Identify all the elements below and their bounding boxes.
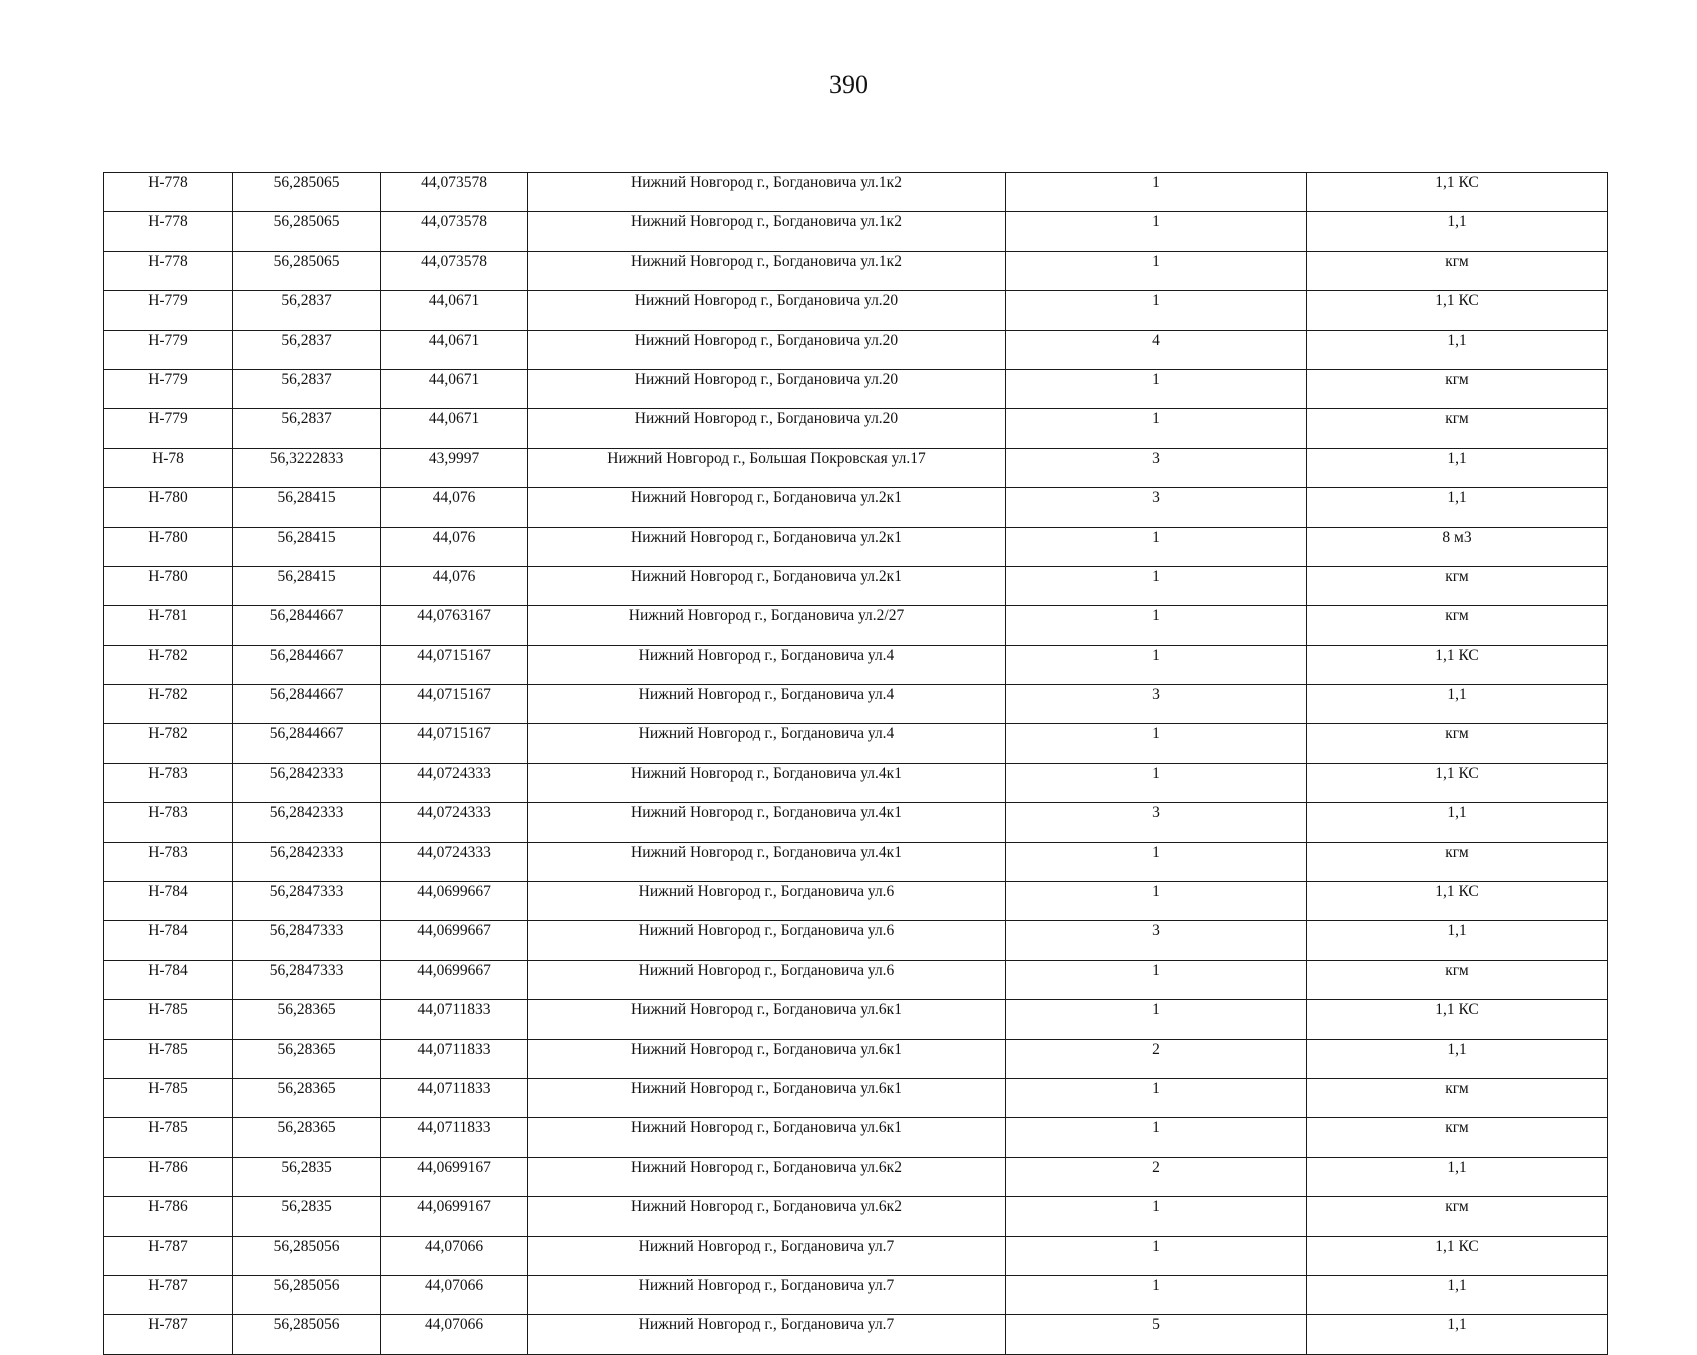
cell-longitude: 44,0711833	[381, 1039, 528, 1078]
cell-longitude: 44,0724333	[381, 803, 528, 842]
cell-longitude: 44,0711833	[381, 1078, 528, 1117]
table-row	[104, 1197, 1608, 1236]
cell-id: Н-783	[104, 842, 233, 881]
cell-volume: 1,1	[1307, 448, 1608, 487]
table-row	[104, 882, 1608, 921]
cell-address: Нижний Новгород г., Богдановича ул.4	[528, 645, 1006, 684]
cell-latitude: 56,2847333	[233, 960, 381, 999]
table-row	[104, 803, 1608, 842]
cell-latitude: 56,28415	[233, 566, 381, 605]
cell-longitude: 44,0671	[381, 291, 528, 330]
cell-longitude: 44,0671	[381, 369, 528, 408]
cell-address: Нижний Новгород г., Богдановича ул.6к2	[528, 1157, 1006, 1196]
cell-quantity: 1	[1006, 173, 1307, 212]
cell-latitude: 56,2847333	[233, 882, 381, 921]
cell-id: Н-785	[104, 1039, 233, 1078]
cell-latitude: 56,28415	[233, 527, 381, 566]
cell-id: Н-785	[104, 1000, 233, 1039]
cell-id: Н-779	[104, 369, 233, 408]
cell-id: Н-784	[104, 960, 233, 999]
cell-address: Нижний Новгород г., Богдановича ул.2к1	[528, 527, 1006, 566]
cell-longitude: 44,0724333	[381, 763, 528, 802]
cell-longitude: 44,073578	[381, 173, 528, 212]
table-row	[104, 369, 1608, 408]
cell-quantity: 1	[1006, 960, 1307, 999]
cell-quantity: 1	[1006, 763, 1307, 802]
cell-volume: кгм	[1307, 606, 1608, 645]
cell-quantity: 1	[1006, 1236, 1307, 1275]
cell-id: Н-787	[104, 1275, 233, 1314]
cell-longitude: 44,073578	[381, 212, 528, 251]
cell-latitude: 56,2842333	[233, 842, 381, 881]
table-row	[104, 566, 1608, 605]
cell-longitude: 44,0699167	[381, 1157, 528, 1196]
cell-volume: кгм	[1307, 724, 1608, 763]
cell-id: Н-779	[104, 330, 233, 369]
table-row	[104, 1118, 1608, 1157]
cell-quantity: 1	[1006, 842, 1307, 881]
cell-latitude: 56,28365	[233, 1000, 381, 1039]
cell-volume: 1,1 КС	[1307, 173, 1608, 212]
cell-longitude: 44,076	[381, 566, 528, 605]
cell-longitude: 44,0711833	[381, 1000, 528, 1039]
cell-id: Н-78	[104, 448, 233, 487]
cell-quantity: 5	[1006, 1315, 1307, 1354]
cell-id: Н-778	[104, 173, 233, 212]
cell-latitude: 56,2844667	[233, 645, 381, 684]
cell-volume: 1,1	[1307, 1157, 1608, 1196]
cell-quantity: 3	[1006, 488, 1307, 527]
cell-longitude: 44,0724333	[381, 842, 528, 881]
cell-address: Нижний Новгород г., Богдановича ул.20	[528, 409, 1006, 448]
cell-address: Нижний Новгород г., Богдановича ул.6к1	[528, 1078, 1006, 1117]
table-row	[104, 409, 1608, 448]
cell-longitude: 44,0699667	[381, 882, 528, 921]
cell-quantity: 1	[1006, 369, 1307, 408]
cell-volume: 1,1	[1307, 488, 1608, 527]
cell-longitude: 44,07066	[381, 1315, 528, 1354]
table-row	[104, 527, 1608, 566]
cell-volume: 1,1	[1307, 1039, 1608, 1078]
cell-latitude: 56,285056	[233, 1315, 381, 1354]
cell-volume: кгм	[1307, 1078, 1608, 1117]
cell-quantity: 2	[1006, 1039, 1307, 1078]
cell-volume: кгм	[1307, 842, 1608, 881]
table-row	[104, 842, 1608, 881]
table-row	[104, 1315, 1608, 1354]
cell-id: Н-780	[104, 488, 233, 527]
cell-volume: 1,1 КС	[1307, 1000, 1608, 1039]
table-row	[104, 251, 1608, 290]
cell-volume: 1,1 КС	[1307, 763, 1608, 802]
cell-quantity: 3	[1006, 448, 1307, 487]
cell-volume: 1,1	[1307, 921, 1608, 960]
table-row	[104, 173, 1608, 212]
cell-quantity: 1	[1006, 606, 1307, 645]
cell-latitude: 56,285065	[233, 212, 381, 251]
cell-id: Н-786	[104, 1157, 233, 1196]
cell-id: Н-782	[104, 645, 233, 684]
cell-id: Н-780	[104, 527, 233, 566]
cell-latitude: 56,2842333	[233, 763, 381, 802]
cell-latitude: 56,285056	[233, 1275, 381, 1314]
table-row	[104, 1275, 1608, 1314]
cell-volume: 1,1 КС	[1307, 882, 1608, 921]
cell-longitude: 44,0763167	[381, 606, 528, 645]
cell-volume: 1,1	[1307, 685, 1608, 724]
table-body	[104, 173, 1608, 1355]
cell-quantity: 1	[1006, 409, 1307, 448]
cell-quantity: 1	[1006, 724, 1307, 763]
cell-latitude: 56,28365	[233, 1118, 381, 1157]
cell-quantity: 3	[1006, 685, 1307, 724]
cell-id: Н-778	[104, 212, 233, 251]
table-row	[104, 212, 1608, 251]
cell-longitude: 44,076	[381, 527, 528, 566]
table-row	[104, 1157, 1608, 1196]
cell-address: Нижний Новгород г., Богдановича ул.4к1	[528, 842, 1006, 881]
cell-latitude: 56,2844667	[233, 724, 381, 763]
cell-address: Нижний Новгород г., Богдановича ул.7	[528, 1236, 1006, 1275]
cell-id: Н-779	[104, 291, 233, 330]
table-row	[104, 1000, 1608, 1039]
cell-latitude: 56,28365	[233, 1039, 381, 1078]
cell-longitude: 44,076	[381, 488, 528, 527]
cell-quantity: 1	[1006, 212, 1307, 251]
cell-id: Н-787	[104, 1236, 233, 1275]
cell-volume: 8 м3	[1307, 527, 1608, 566]
table-row	[104, 1236, 1608, 1275]
cell-id: Н-781	[104, 606, 233, 645]
cell-quantity: 1	[1006, 1000, 1307, 1039]
cell-latitude: 56,285065	[233, 251, 381, 290]
cell-volume: кгм	[1307, 409, 1608, 448]
cell-id: Н-778	[104, 251, 233, 290]
cell-address: Нижний Новгород г., Богдановича ул.1к2	[528, 173, 1006, 212]
cell-quantity: 4	[1006, 330, 1307, 369]
cell-latitude: 56,285065	[233, 173, 381, 212]
table-row	[104, 606, 1608, 645]
cell-address: Нижний Новгород г., Богдановича ул.2к1	[528, 488, 1006, 527]
cell-latitude: 56,2844667	[233, 606, 381, 645]
cell-longitude: 44,07066	[381, 1236, 528, 1275]
cell-longitude: 44,0699667	[381, 921, 528, 960]
cell-longitude: 44,0699167	[381, 1197, 528, 1236]
cell-address: Нижний Новгород г., Богдановича ул.1к2	[528, 212, 1006, 251]
cell-volume: кгм	[1307, 566, 1608, 605]
table-row	[104, 685, 1608, 724]
cell-id: Н-787	[104, 1315, 233, 1354]
table-row	[104, 960, 1608, 999]
cell-latitude: 56,2842333	[233, 803, 381, 842]
cell-address: Нижний Новгород г., Богдановича ул.6	[528, 882, 1006, 921]
cell-address: Нижний Новгород г., Богдановича ул.7	[528, 1315, 1006, 1354]
data-table	[103, 172, 1608, 1355]
cell-address: Нижний Новгород г., Богдановича ул.6к1	[528, 1118, 1006, 1157]
cell-id: Н-784	[104, 921, 233, 960]
cell-quantity: 3	[1006, 803, 1307, 842]
cell-latitude: 56,2837	[233, 291, 381, 330]
cell-latitude: 56,2844667	[233, 685, 381, 724]
cell-latitude: 56,2837	[233, 369, 381, 408]
cell-latitude: 56,2837	[233, 330, 381, 369]
cell-id: Н-783	[104, 763, 233, 802]
cell-longitude: 44,0715167	[381, 645, 528, 684]
cell-id: Н-782	[104, 685, 233, 724]
cell-volume: кгм	[1307, 251, 1608, 290]
cell-volume: 1,1	[1307, 1275, 1608, 1314]
table-row	[104, 1078, 1608, 1117]
cell-address: Нижний Новгород г., Богдановича ул.6к1	[528, 1039, 1006, 1078]
cell-volume: 1,1	[1307, 1315, 1608, 1354]
cell-latitude: 56,28415	[233, 488, 381, 527]
cell-address: Нижний Новгород г., Большая Покровская ул.17	[528, 448, 1006, 487]
cell-id: Н-785	[104, 1118, 233, 1157]
cell-address: Нижний Новгород г., Богдановича ул.6	[528, 960, 1006, 999]
cell-latitude: 56,28365	[233, 1078, 381, 1117]
cell-address: Нижний Новгород г., Богдановича ул.2/27	[528, 606, 1006, 645]
cell-id: Н-783	[104, 803, 233, 842]
table-row	[104, 921, 1608, 960]
cell-longitude: 44,0711833	[381, 1118, 528, 1157]
cell-volume: кгм	[1307, 1118, 1608, 1157]
cell-quantity: 1	[1006, 1275, 1307, 1314]
cell-volume: кгм	[1307, 960, 1608, 999]
cell-longitude: 44,0671	[381, 330, 528, 369]
cell-latitude: 56,2837	[233, 409, 381, 448]
cell-quantity: 3	[1006, 921, 1307, 960]
cell-id: Н-782	[104, 724, 233, 763]
cell-volume: 1,1 КС	[1307, 645, 1608, 684]
cell-quantity: 1	[1006, 645, 1307, 684]
cell-address: Нижний Новгород г., Богдановича ул.20	[528, 369, 1006, 408]
cell-id: Н-780	[104, 566, 233, 605]
cell-longitude: 44,0671	[381, 409, 528, 448]
cell-id: Н-785	[104, 1078, 233, 1117]
cell-address: Нижний Новгород г., Богдановича ул.4	[528, 724, 1006, 763]
cell-id: Н-779	[104, 409, 233, 448]
cell-address: Нижний Новгород г., Богдановича ул.7	[528, 1275, 1006, 1314]
cell-quantity: 1	[1006, 566, 1307, 605]
cell-volume: 1,1	[1307, 803, 1608, 842]
cell-quantity: 1	[1006, 1118, 1307, 1157]
cell-latitude: 56,2835	[233, 1197, 381, 1236]
cell-address: Нижний Новгород г., Богдановича ул.6к1	[528, 1000, 1006, 1039]
cell-address: Нижний Новгород г., Богдановича ул.4к1	[528, 763, 1006, 802]
cell-quantity: 1	[1006, 291, 1307, 330]
cell-quantity: 2	[1006, 1157, 1307, 1196]
cell-latitude: 56,2835	[233, 1157, 381, 1196]
page-number: 390	[829, 70, 868, 99]
cell-quantity: 1	[1006, 1078, 1307, 1117]
table-row	[104, 291, 1608, 330]
cell-address: Нижний Новгород г., Богдановича ул.6	[528, 921, 1006, 960]
table-row	[104, 763, 1608, 802]
cell-longitude: 43,9997	[381, 448, 528, 487]
cell-volume: кгм	[1307, 369, 1608, 408]
table-row	[104, 1039, 1608, 1078]
cell-quantity: 1	[1006, 251, 1307, 290]
cell-id: Н-786	[104, 1197, 233, 1236]
cell-longitude: 44,073578	[381, 251, 528, 290]
cell-address: Нижний Новгород г., Богдановича ул.20	[528, 291, 1006, 330]
cell-latitude: 56,3222833	[233, 448, 381, 487]
table-row	[104, 724, 1608, 763]
cell-quantity: 1	[1006, 882, 1307, 921]
cell-longitude: 44,0699667	[381, 960, 528, 999]
table-row	[104, 448, 1608, 487]
cell-address: Нижний Новгород г., Богдановича ул.6к2	[528, 1197, 1006, 1236]
table-row	[104, 645, 1608, 684]
cell-volume: кгм	[1307, 1197, 1608, 1236]
cell-id: Н-784	[104, 882, 233, 921]
cell-address: Нижний Новгород г., Богдановича ул.2к1	[528, 566, 1006, 605]
table-row	[104, 330, 1608, 369]
cell-longitude: 44,07066	[381, 1275, 528, 1314]
cell-volume: 1,1	[1307, 212, 1608, 251]
cell-address: Нижний Новгород г., Богдановича ул.20	[528, 330, 1006, 369]
cell-address: Нижний Новгород г., Богдановича ул.4к1	[528, 803, 1006, 842]
cell-longitude: 44,0715167	[381, 685, 528, 724]
cell-address: Нижний Новгород г., Богдановича ул.1к2	[528, 251, 1006, 290]
cell-address: Нижний Новгород г., Богдановича ул.4	[528, 685, 1006, 724]
table-row	[104, 488, 1608, 527]
cell-volume: 1,1 КС	[1307, 1236, 1608, 1275]
cell-latitude: 56,285056	[233, 1236, 381, 1275]
cell-quantity: 1	[1006, 527, 1307, 566]
cell-volume: 1,1	[1307, 330, 1608, 369]
cell-quantity: 1	[1006, 1197, 1307, 1236]
cell-longitude: 44,0715167	[381, 724, 528, 763]
cell-volume: 1,1 КС	[1307, 291, 1608, 330]
cell-latitude: 56,2847333	[233, 921, 381, 960]
